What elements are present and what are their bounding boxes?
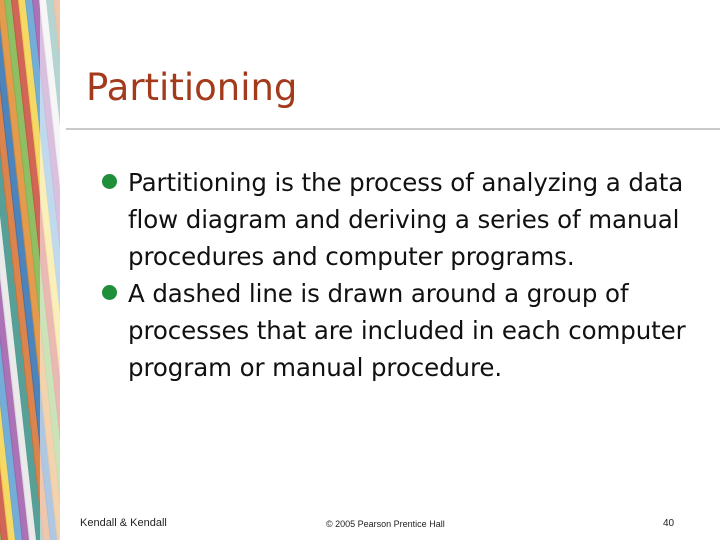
bullet-text: Partitioning is the process of analyzing a data flow diagram and deriving a series of manual procedures and computer programs. (128, 168, 684, 271)
footer-author: Kendall & Kendall (80, 517, 167, 529)
woven-stripes-icon (0, 0, 60, 540)
bullet-list (100, 164, 720, 386)
bullet-item (100, 164, 720, 275)
title-divider (66, 128, 720, 130)
decorative-stripe-band (0, 0, 60, 540)
bullet-text: A dashed line is drawn around a group of processes that are included in each computer program or manual procedure. (128, 279, 686, 382)
bullet-item (100, 275, 720, 386)
green-dot-icon (102, 174, 117, 189)
footer-copyright: © 2005 Pearson Prentice Hall (326, 519, 445, 529)
page-number: 40 (663, 518, 675, 529)
green-dot-icon (102, 285, 117, 300)
slide-title: Partitioning (86, 66, 298, 109)
